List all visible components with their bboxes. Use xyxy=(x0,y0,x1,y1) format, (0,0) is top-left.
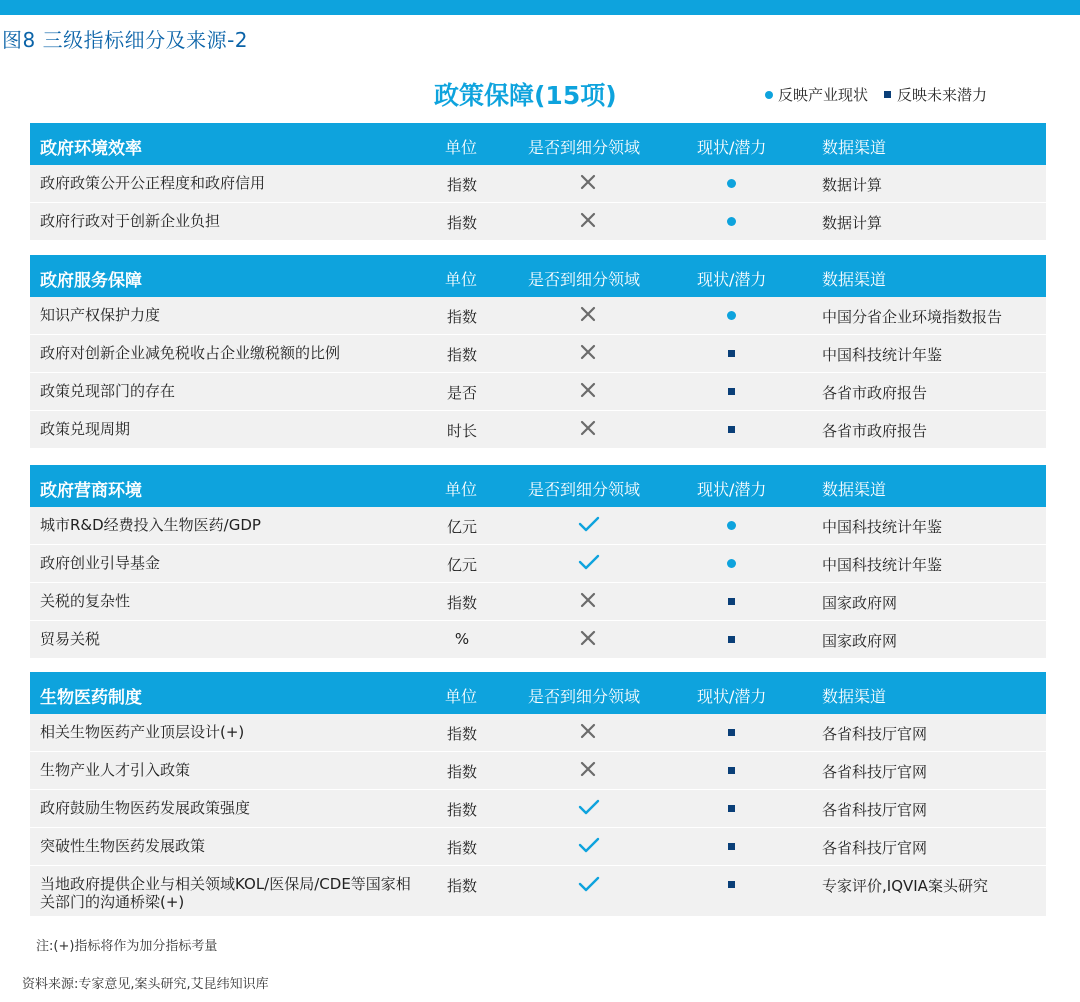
section-header xyxy=(30,672,1046,714)
indicator-name: 知识产权保护力度 xyxy=(40,306,161,324)
table-body xyxy=(30,714,1046,916)
data-source: 各省科技厅官网 xyxy=(822,839,928,857)
table-row xyxy=(30,335,1046,373)
column-header-segment: 是否到细分领域 xyxy=(528,138,641,157)
status-marker xyxy=(726,842,736,852)
table-row xyxy=(30,828,1046,866)
data-source: 各省科技厅官网 xyxy=(822,725,928,743)
indicator-unit: 指数 xyxy=(446,308,477,326)
cross-icon xyxy=(578,342,598,362)
status-marker xyxy=(726,217,736,227)
section-title: 政府环境效率 xyxy=(40,139,142,159)
indicator-unit: 指数 xyxy=(446,176,477,194)
column-header-unit: 单位 xyxy=(445,138,478,157)
column-header-source: 数据渠道 xyxy=(822,687,887,706)
indicator-unit: % xyxy=(454,630,470,648)
figure-title: 图8 三级指标细分及来源-2 xyxy=(2,28,249,52)
indicator-name: 政府行政对于创新企业负担 xyxy=(40,212,221,230)
table-body xyxy=(30,165,1046,240)
future-potential-square-icon xyxy=(728,881,735,888)
status-marker xyxy=(726,311,736,321)
future-potential-square-icon xyxy=(728,729,735,736)
indicator-unit: 指数 xyxy=(446,725,477,743)
section-biomedicine-system xyxy=(30,672,1046,916)
indicator-unit: 指数 xyxy=(446,801,477,819)
check-icon xyxy=(578,514,598,534)
column-header-unit: 单位 xyxy=(445,480,478,499)
section-government-business-environment xyxy=(30,465,1046,658)
legend xyxy=(765,84,987,105)
indicator-unit: 亿元 xyxy=(446,556,477,574)
status-marker xyxy=(726,521,736,531)
table-row xyxy=(30,297,1046,335)
section-title: 政府营商环境 xyxy=(40,481,142,501)
indicator-name: 生物产业人才引入政策 xyxy=(40,761,191,779)
current-status-dot-icon xyxy=(727,521,736,530)
status-marker xyxy=(726,387,736,397)
data-source: 中国科技统计年鉴 xyxy=(822,556,943,574)
section-government-environment-efficiency xyxy=(30,123,1046,240)
cross-icon xyxy=(578,759,598,779)
column-header-status: 现状/潜力 xyxy=(697,270,767,289)
indicator-name: 关税的复杂性 xyxy=(40,592,131,610)
data-source: 专家评价,IQVIA案头研究 xyxy=(822,877,988,895)
indicator-name: 政府对创新企业减免税收占企业缴税额的比例 xyxy=(40,344,341,362)
status-marker xyxy=(726,597,736,607)
table-row xyxy=(30,790,1046,828)
indicator-name: 政府鼓励生物医药发展政策强度 xyxy=(40,799,251,817)
table-row xyxy=(30,866,1046,916)
table-body xyxy=(30,297,1046,448)
indicator-unit: 指数 xyxy=(446,214,477,232)
data-source: 各省科技厅官网 xyxy=(822,763,928,781)
cross-icon xyxy=(578,721,598,741)
future-potential-square-icon xyxy=(728,426,735,433)
column-header-status: 现状/潜力 xyxy=(697,687,767,706)
column-header-unit: 单位 xyxy=(445,270,478,289)
data-source: 中国科技统计年鉴 xyxy=(822,518,943,536)
footnote: 注:(+)指标将作为加分指标考量 xyxy=(36,939,218,954)
section-header xyxy=(30,123,1046,165)
table-title: 政策保障(15项) xyxy=(434,81,617,110)
column-header-source: 数据渠道 xyxy=(822,138,887,157)
current-status-dot-icon xyxy=(727,179,736,188)
current-status-dot-icon xyxy=(727,559,736,568)
data-source: 各省科技厅官网 xyxy=(822,801,928,819)
indicator-unit: 指数 xyxy=(446,346,477,364)
indicator-name: 城市R&D经费投入生物医药/GDP xyxy=(40,516,261,534)
indicator-name: 相关生物医药产业顶层设计(+) xyxy=(40,723,245,741)
column-header-source: 数据渠道 xyxy=(822,270,887,289)
data-source: 国家政府网 xyxy=(822,632,898,650)
table-row xyxy=(30,165,1046,203)
data-source: 数据计算 xyxy=(822,214,883,232)
future-potential-square-icon xyxy=(728,805,735,812)
source-line: 资料来源:专家意见,案头研究,艾昆纬知识库 xyxy=(22,977,269,992)
table-row xyxy=(30,545,1046,583)
status-marker xyxy=(726,880,736,890)
check-icon xyxy=(578,874,598,894)
table-row xyxy=(30,714,1046,752)
indicator-unit: 亿元 xyxy=(446,518,477,536)
cross-icon xyxy=(578,590,598,610)
check-icon xyxy=(578,835,598,855)
status-marker xyxy=(726,728,736,738)
future-potential-square-icon xyxy=(884,91,891,98)
check-icon xyxy=(578,797,598,817)
status-marker xyxy=(726,559,736,569)
status-marker xyxy=(726,179,736,189)
status-marker xyxy=(726,766,736,776)
column-header-source: 数据渠道 xyxy=(822,480,887,499)
cross-icon xyxy=(578,628,598,648)
data-source: 各省市政府报告 xyxy=(822,422,928,440)
indicator-name: 政策兑现部门的存在 xyxy=(40,382,176,400)
data-source: 中国科技统计年鉴 xyxy=(822,346,943,364)
indicator-unit: 是否 xyxy=(446,384,477,402)
indicator-unit: 指数 xyxy=(446,594,477,612)
status-marker xyxy=(726,349,736,359)
section-title: 生物医药制度 xyxy=(40,688,142,708)
status-marker xyxy=(726,425,736,435)
data-source: 各省市政府报告 xyxy=(822,384,928,402)
section-header xyxy=(30,465,1046,507)
table-row xyxy=(30,203,1046,240)
data-source: 国家政府网 xyxy=(822,594,898,612)
column-header-unit: 单位 xyxy=(445,687,478,706)
column-header-segment: 是否到细分领域 xyxy=(528,480,641,499)
indicator-unit: 时长 xyxy=(446,422,477,440)
legend-square-label: 反映未来潜力 xyxy=(897,86,988,104)
data-source: 数据计算 xyxy=(822,176,883,194)
column-header-segment: 是否到细分领域 xyxy=(528,270,641,289)
future-potential-square-icon xyxy=(728,388,735,395)
current-status-dot-icon xyxy=(727,217,736,226)
future-potential-square-icon xyxy=(728,350,735,357)
status-marker xyxy=(726,804,736,814)
section-government-service-guarantee xyxy=(30,255,1046,448)
cross-icon xyxy=(578,380,598,400)
cross-icon xyxy=(578,172,598,192)
cross-icon xyxy=(578,210,598,230)
column-header-status: 现状/潜力 xyxy=(697,138,767,157)
table-row xyxy=(30,507,1046,545)
table-row xyxy=(30,373,1046,411)
indicator-name: 贸易关税 xyxy=(40,630,101,648)
indicator-name: 政府政策公开公正程度和政府信用 xyxy=(40,174,266,192)
table-row xyxy=(30,621,1046,658)
indicator-name: 当地政府提供企业与相关领域KOL/医保局/CDE等国家相关部门的沟通桥梁(+) xyxy=(40,875,411,911)
indicator-unit: 指数 xyxy=(446,877,477,895)
indicator-name: 政府创业引导基金 xyxy=(40,554,161,572)
current-status-dot-icon xyxy=(727,311,736,320)
current-status-dot-icon xyxy=(765,91,773,99)
table-row xyxy=(30,752,1046,790)
column-header-segment: 是否到细分领域 xyxy=(528,687,641,706)
status-marker xyxy=(726,635,736,645)
section-title: 政府服务保障 xyxy=(40,271,142,291)
check-icon xyxy=(578,552,598,572)
future-potential-square-icon xyxy=(728,843,735,850)
indicator-unit: 指数 xyxy=(446,763,477,781)
table-row xyxy=(30,411,1046,448)
section-header xyxy=(30,255,1046,297)
cross-icon xyxy=(578,418,598,438)
top-accent-bar xyxy=(0,0,1080,15)
legend-dot-label: 反映产业现状 xyxy=(778,86,869,104)
table-body xyxy=(30,507,1046,658)
table-row xyxy=(30,583,1046,621)
future-potential-square-icon xyxy=(728,598,735,605)
indicator-unit: 指数 xyxy=(446,839,477,857)
column-header-status: 现状/潜力 xyxy=(697,480,767,499)
future-potential-square-icon xyxy=(728,636,735,643)
indicator-name: 突破性生物医药发展政策 xyxy=(40,837,206,855)
cross-icon xyxy=(578,304,598,324)
data-source: 中国分省企业环境指数报告 xyxy=(822,308,1003,326)
future-potential-square-icon xyxy=(728,767,735,774)
indicator-name: 政策兑现周期 xyxy=(40,420,131,438)
